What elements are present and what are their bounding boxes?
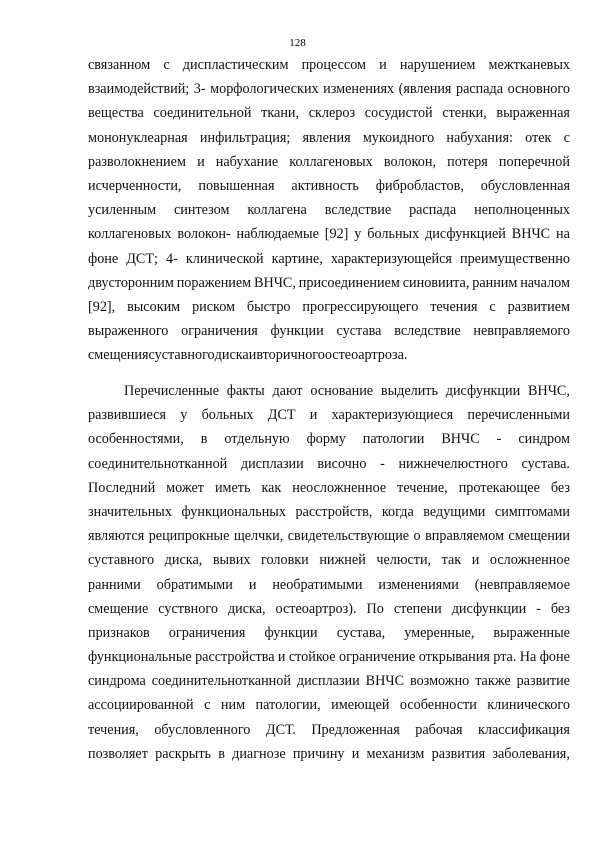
- word: и: [379, 57, 387, 73]
- word: больных: [201, 407, 254, 424]
- word: и: [471, 552, 480, 569]
- word: щелчки,: [233, 528, 284, 545]
- word: ДСТ: [267, 407, 296, 424]
- word: функциональные: [88, 649, 192, 666]
- word: значительных: [88, 503, 172, 520]
- word: и: [248, 347, 257, 364]
- word: Последний: [88, 479, 156, 496]
- word: стенки,: [442, 105, 487, 122]
- word: прогрессирующего: [302, 298, 419, 315]
- word: отек: [525, 129, 552, 146]
- word: причину: [292, 745, 345, 762]
- paragraph-1: [88, 53, 570, 367]
- text-line: [88, 222, 570, 246]
- word: ВНЧС,: [253, 274, 296, 291]
- word: сосудистой: [364, 105, 433, 122]
- text-line: [88, 693, 570, 717]
- word: без: [550, 600, 570, 617]
- word: функции: [270, 323, 324, 340]
- word: вещества: [88, 105, 144, 122]
- word: ДСТ;: [126, 250, 158, 267]
- text-line: [88, 452, 570, 476]
- text-line: [88, 198, 570, 222]
- word: преимущественно: [460, 250, 570, 267]
- word: течения,: [88, 721, 139, 738]
- word: мукоидного: [362, 129, 435, 146]
- text-line: [88, 718, 570, 742]
- word: коллагеновых: [88, 226, 172, 243]
- word: соединительной: [153, 105, 252, 122]
- word: смещение: [88, 600, 149, 617]
- word: поражением: [176, 274, 252, 291]
- word: мононуклеарная: [88, 129, 188, 146]
- word: нижнечелюстного: [398, 455, 508, 472]
- word: набухания:: [446, 129, 513, 146]
- word: больных: [367, 226, 420, 243]
- word: разволокнением: [88, 153, 186, 170]
- word: расстройств,: [295, 503, 373, 520]
- text-line: [88, 500, 570, 524]
- word: расстройства: [195, 649, 275, 666]
- word: неполноценных: [474, 202, 570, 219]
- word: синдром: [518, 431, 570, 448]
- word: наблюдаемые: [236, 226, 319, 243]
- word: активность: [291, 177, 359, 194]
- text-line: [88, 669, 570, 693]
- word: [92],: [88, 298, 116, 315]
- word: являются: [88, 528, 145, 545]
- word: склероз: [308, 105, 356, 122]
- word: функциональных: [181, 503, 286, 520]
- word: диска,: [227, 600, 266, 617]
- word: может: [166, 479, 204, 496]
- word: дают: [272, 383, 303, 399]
- word: -: [496, 431, 502, 448]
- word: иметь: [214, 479, 251, 496]
- word: развитие: [516, 673, 570, 690]
- word: как: [261, 479, 282, 496]
- word: выделить: [380, 383, 438, 399]
- word: остеоартроз).: [275, 600, 357, 617]
- word: особенностями,: [88, 431, 184, 448]
- word: (невправляемое: [474, 576, 570, 593]
- word: сустава: [336, 323, 382, 340]
- word: картине,: [271, 250, 323, 267]
- word: диска: [214, 347, 249, 364]
- word: характеризующиеся: [331, 407, 454, 424]
- word: факты: [226, 383, 265, 399]
- word: течение,: [397, 479, 448, 496]
- word: фибробластов,: [375, 177, 464, 194]
- text-line: [88, 271, 570, 295]
- word: ВНЧС,: [527, 383, 570, 399]
- word: с: [489, 298, 496, 315]
- text-line: [88, 53, 570, 77]
- word: необратимыми: [272, 576, 363, 593]
- word: суствного: [158, 600, 218, 617]
- word: ДСТ.: [265, 721, 296, 738]
- word: высоким: [127, 298, 181, 315]
- word: Перечисленные: [124, 383, 219, 399]
- word: и: [197, 153, 205, 170]
- paragraph-2: [88, 379, 570, 766]
- word: вправляемом: [425, 528, 504, 545]
- text-line: [88, 742, 570, 766]
- word: осложненное: [489, 552, 570, 569]
- word: позволяет: [88, 745, 148, 762]
- word: фоне: [539, 649, 570, 666]
- word: патологии,: [255, 697, 321, 714]
- word: обусловленного: [154, 721, 251, 738]
- word: имеющей: [331, 697, 390, 714]
- word: основание: [310, 383, 374, 399]
- word: сустава,: [336, 624, 386, 641]
- word: открывания: [418, 649, 490, 666]
- word: коллагена: [247, 202, 307, 219]
- word: изменениями: [378, 576, 459, 593]
- word: [92]: [324, 226, 349, 243]
- word: и: [277, 649, 286, 666]
- word: смещении: [508, 528, 570, 545]
- word: выраженного: [88, 323, 169, 340]
- word: поперечной: [498, 153, 570, 170]
- word: функции: [264, 624, 318, 641]
- word: синовиита,: [402, 274, 470, 291]
- text-line: [88, 319, 570, 343]
- word: признаков: [88, 624, 150, 641]
- word: ограничения: [181, 323, 258, 340]
- word: исчерченности,: [88, 177, 182, 194]
- word: повышенная: [198, 177, 275, 194]
- word: патологии: [362, 431, 425, 448]
- word: дисплазии: [240, 455, 304, 472]
- word: началом: [520, 274, 570, 291]
- word: потеря: [447, 153, 488, 170]
- word: ВНЧС: [365, 673, 405, 690]
- text-line: [88, 403, 570, 427]
- word: раскрыть: [155, 745, 211, 762]
- word: с: [563, 129, 570, 146]
- word: фоне: [88, 250, 119, 267]
- word: По: [366, 600, 384, 617]
- word: форму: [306, 431, 346, 448]
- word: рабочая: [415, 721, 463, 738]
- word: ткани,: [261, 105, 300, 122]
- word: нарушением: [399, 57, 476, 73]
- word: выраженная: [496, 105, 570, 122]
- word: связанном: [88, 57, 151, 73]
- word: и: [309, 407, 318, 424]
- word: остеоартроза.: [324, 347, 408, 364]
- word: волокон,: [383, 153, 437, 170]
- word: и: [351, 745, 360, 762]
- word: и: [248, 576, 257, 593]
- word: набухание: [215, 153, 279, 170]
- word: изменениях: [323, 81, 395, 98]
- word: о: [413, 528, 421, 545]
- word: характеризующейся: [330, 250, 452, 267]
- word: клинической: [185, 250, 264, 267]
- word: развившиеся: [88, 407, 166, 424]
- word: риском: [192, 298, 236, 315]
- word: заболевания,: [492, 745, 570, 762]
- text-line: [88, 573, 570, 597]
- word: нижней: [319, 552, 366, 569]
- text-line: [88, 476, 570, 500]
- text-line: [88, 295, 570, 319]
- word: клинического: [487, 697, 570, 714]
- word: усиленным: [88, 202, 157, 219]
- word: головки: [261, 552, 309, 569]
- word: диска,: [164, 552, 203, 569]
- word: свидетельствующие: [287, 528, 410, 545]
- word: 4-: [166, 250, 178, 267]
- word: вторичного: [256, 347, 325, 364]
- word: суставного: [148, 347, 215, 364]
- word: суставного: [88, 552, 155, 569]
- page-number: 128: [289, 37, 306, 49]
- word: межтканевых: [488, 57, 570, 73]
- word: в: [200, 431, 208, 448]
- word: вследствие: [394, 323, 461, 340]
- word: умеренные,: [404, 624, 475, 641]
- text-line: [88, 150, 570, 174]
- text-line: [88, 77, 570, 101]
- word: челюсти,: [376, 552, 432, 569]
- word: соединительнотканной: [151, 673, 291, 690]
- word: возможно: [409, 673, 470, 690]
- word: с: [204, 697, 211, 714]
- word: морфологических: [210, 81, 319, 98]
- word: распада: [455, 81, 504, 98]
- word: дисфункции: [445, 383, 521, 399]
- word: ограничения: [168, 624, 246, 641]
- word: особенности: [399, 697, 477, 714]
- word: ограничение: [338, 649, 416, 666]
- word: двусторонним: [88, 274, 174, 291]
- word: ним: [220, 697, 246, 714]
- text-line: [88, 126, 570, 150]
- word: течения: [430, 298, 478, 315]
- word: синтезом: [174, 202, 230, 219]
- word: стойкое: [288, 649, 336, 666]
- word: когда: [381, 503, 414, 520]
- text-line: [88, 548, 570, 572]
- word: -: [380, 455, 385, 472]
- word: взаимодействий;: [88, 81, 190, 98]
- word: ассоциированной: [88, 697, 194, 714]
- word: дисфункцией: [425, 226, 506, 243]
- word: ВНЧС: [441, 431, 480, 448]
- word: диспластическим: [182, 57, 289, 73]
- word: так: [441, 552, 462, 569]
- word: соединительнотканной: [88, 455, 228, 472]
- text-line: [88, 101, 570, 125]
- word: ранними: [88, 576, 141, 593]
- word: (явления: [398, 81, 452, 98]
- word: ВНЧС: [511, 226, 551, 243]
- word: протекающее: [458, 479, 540, 496]
- text-line: [88, 621, 570, 645]
- word: развития: [431, 745, 486, 762]
- word: коллагеновых: [289, 153, 373, 170]
- word: симптомами: [494, 503, 570, 520]
- word: синдрома: [88, 673, 146, 690]
- word: отдельную: [224, 431, 290, 448]
- word: быстро: [246, 298, 291, 315]
- word: неосложненное: [292, 479, 387, 496]
- word: инфильтрация;: [199, 129, 291, 146]
- word: выраженные: [493, 624, 570, 641]
- word: Предложенная: [311, 721, 400, 738]
- word: дисплазии: [296, 673, 360, 690]
- word: дисфункции: [451, 600, 527, 617]
- word: в: [218, 745, 225, 762]
- word: с: [163, 57, 170, 73]
- word: классификация: [478, 721, 570, 738]
- word: обусловленная: [480, 177, 570, 194]
- word: волокон-: [177, 226, 231, 243]
- word: степени: [393, 600, 442, 617]
- word: основного: [507, 81, 570, 98]
- word: явления: [302, 129, 351, 146]
- word: механизм: [366, 745, 425, 762]
- word: присоединением: [298, 274, 400, 291]
- word: у: [180, 407, 188, 424]
- word: реципрокные: [148, 528, 230, 545]
- word: рта.: [493, 649, 517, 666]
- text-line: [88, 174, 570, 198]
- text-line: [88, 597, 570, 621]
- text-line: [88, 343, 570, 367]
- word: на: [556, 226, 570, 243]
- word: развитием: [507, 298, 570, 315]
- word: На: [519, 649, 537, 666]
- text-line: [88, 379, 570, 403]
- word: вследствие: [324, 202, 392, 219]
- word: ведущими: [423, 503, 486, 520]
- word: височно: [317, 455, 367, 472]
- word: -: [536, 600, 541, 617]
- word: перечисленными: [467, 407, 570, 424]
- text-line: [88, 645, 570, 669]
- word: 3-: [193, 81, 206, 98]
- word: также: [475, 673, 511, 690]
- word: смещения: [88, 347, 149, 364]
- word: диагнозе: [232, 745, 286, 762]
- word: вывих: [212, 552, 251, 569]
- word: обратимыми: [156, 576, 233, 593]
- text-line: [88, 524, 570, 548]
- word: невправляемого: [473, 323, 570, 340]
- word: распада: [409, 202, 457, 219]
- word: ранним: [472, 274, 518, 291]
- text-line: [88, 247, 570, 271]
- text-line: [88, 427, 570, 451]
- word: сустава.: [521, 455, 570, 472]
- word: процессом: [301, 57, 367, 73]
- word: у: [354, 226, 362, 243]
- word: без: [550, 479, 570, 496]
